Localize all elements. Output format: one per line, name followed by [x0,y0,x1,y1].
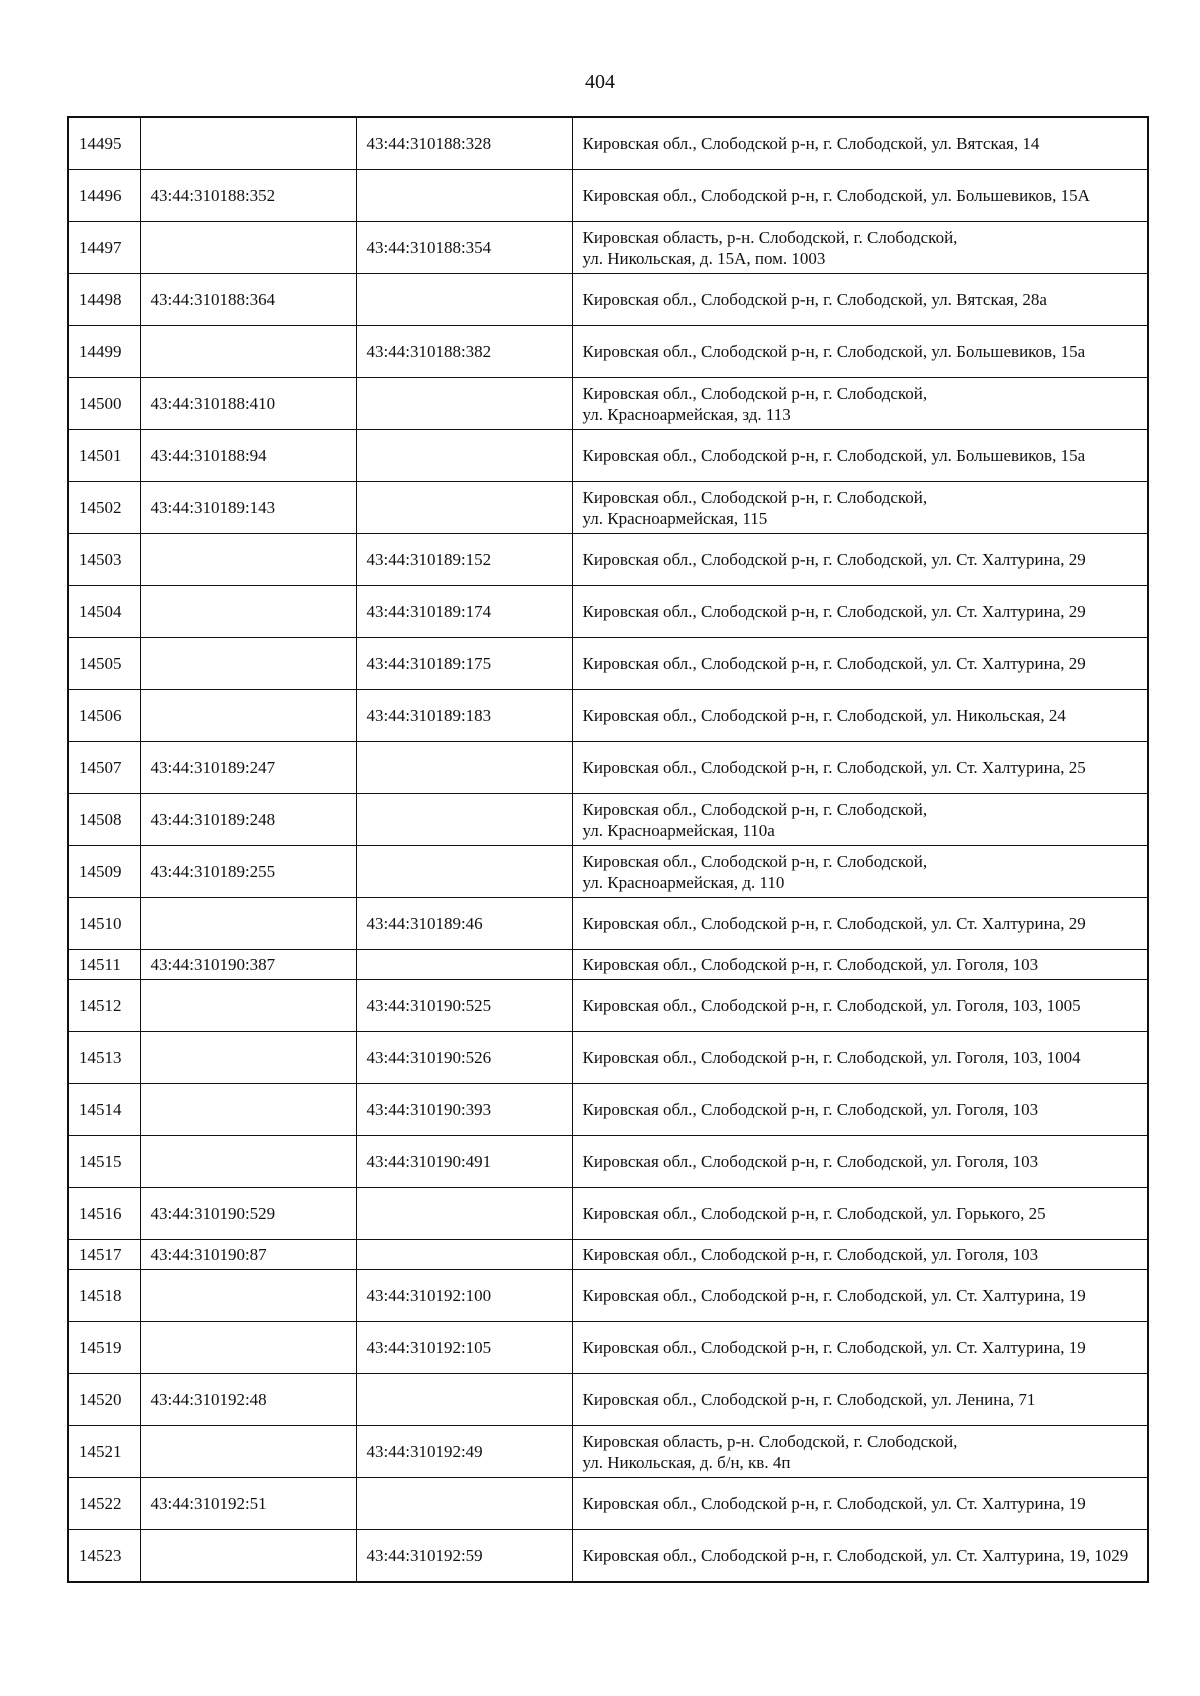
row-number-cell: 14520 [68,1374,140,1426]
address-cell: Кировская обл., Слободской р-н, г. Слободской, ул. Ст. Халтурина, 29 [572,534,1148,586]
table-row [68,742,1148,794]
cadastral-number-a-cell: 43:44:310188:364 [140,274,356,326]
cadastral-number-a-cell [140,222,356,274]
table-row [68,1374,1148,1426]
row-number-cell: 14522 [68,1478,140,1530]
cadastral-number-b-cell [356,950,572,980]
table-row [68,1426,1148,1478]
row-number-cell: 14523 [68,1530,140,1583]
address-cell: Кировская обл., Слободской р-н, г. Слободской, ул. Красноармейская, д. 110 [572,846,1148,898]
address-cell: Кировская обл., Слободской р-н, г. Слободской, ул. Гоголя, 103 [572,1084,1148,1136]
cadastral-number-b-cell [356,1374,572,1426]
table-row [68,1530,1148,1583]
row-number-cell: 14502 [68,482,140,534]
cadastral-number-b-cell: 43:44:310192:59 [356,1530,572,1583]
row-number-cell: 14511 [68,950,140,980]
cadastral-number-a-cell [140,326,356,378]
cadastral-number-b-cell: 43:44:310189:152 [356,534,572,586]
cadastral-number-b-cell [356,1478,572,1530]
table-row [68,326,1148,378]
address-cell: Кировская обл., Слободской р-н, г. Слободской, ул. Красноармейская, 110а [572,794,1148,846]
cadastral-number-b-cell: 43:44:310192:105 [356,1322,572,1374]
address-cell: Кировская обл., Слободской р-н, г. Слободской, ул. Ст. Халтурина, 29 [572,898,1148,950]
cadastral-number-b-cell: 43:44:310188:328 [356,117,572,170]
cadastral-number-b-cell [356,482,572,534]
cadastral-number-b-cell: 43:44:310190:526 [356,1032,572,1084]
address-cell: Кировская обл., Слободской р-н, г. Слободской, ул. Ст. Халтурина, 19, 1029 [572,1530,1148,1583]
address-cell: Кировская обл., Слободской р-н, г. Слободской, ул. Ст. Халтурина, 25 [572,742,1148,794]
table-row [68,117,1148,170]
cadastral-number-b-cell: 43:44:310188:382 [356,326,572,378]
cadastral-number-a-cell [140,1426,356,1478]
table-row [68,1270,1148,1322]
row-number-cell: 14497 [68,222,140,274]
address-cell: Кировская обл., Слободской р-н, г. Слободской, ул. Большевиков, 15а [572,326,1148,378]
row-number-cell: 14517 [68,1240,140,1270]
cadastral-number-a-cell: 43:44:310188:352 [140,170,356,222]
registry-table-body [68,117,1148,1582]
address-cell: Кировская обл., Слободской р-н, г. Слободской, ул. Гоголя, 103 [572,1136,1148,1188]
cadastral-number-b-cell: 43:44:310192:100 [356,1270,572,1322]
row-number-cell: 14499 [68,326,140,378]
cadastral-number-b-cell [356,274,572,326]
cadastral-number-a-cell: 43:44:310190:387 [140,950,356,980]
table-row [68,1032,1148,1084]
cadastral-number-a-cell: 43:44:310188:410 [140,378,356,430]
cadastral-number-b-cell [356,378,572,430]
cadastral-number-a-cell: 43:44:310190:87 [140,1240,356,1270]
cadastral-number-a-cell [140,638,356,690]
address-cell: Кировская обл., Слободской р-н, г. Слободской, ул. Красноармейская, зд. 113 [572,378,1148,430]
page-number: 404 [585,71,615,93]
table-row [68,898,1148,950]
address-cell: Кировская обл., Слободской р-н, г. Слободской, ул. Горького, 25 [572,1188,1148,1240]
table-row [68,274,1148,326]
cadastral-number-a-cell [140,690,356,742]
address-cell: Кировская обл., Слободской р-н, г. Слободской, ул. Ст. Халтурина, 29 [572,586,1148,638]
cadastral-number-a-cell [140,1322,356,1374]
cadastral-number-b-cell [356,430,572,482]
cadastral-number-b-cell: 43:44:310188:354 [356,222,572,274]
address-cell: Кировская обл., Слободской р-н, г. Слободской, ул. Гоголя, 103 [572,950,1148,980]
table-row [68,950,1148,980]
cadastral-number-a-cell: 43:44:310189:247 [140,742,356,794]
cadastral-number-b-cell: 43:44:310190:491 [356,1136,572,1188]
cadastral-number-a-cell: 43:44:310189:143 [140,482,356,534]
cadastral-number-b-cell: 43:44:310189:174 [356,586,572,638]
address-cell: Кировская обл., Слободской р-н, г. Слободской, ул. Большевиков, 15а [572,430,1148,482]
row-number-cell: 14519 [68,1322,140,1374]
cadastral-number-b-cell [356,794,572,846]
cadastral-number-a-cell [140,586,356,638]
registry-table [67,116,1149,1583]
table-row [68,1478,1148,1530]
table-row [68,1084,1148,1136]
address-cell: Кировская обл., Слободской р-н, г. Слободской, ул. Ленина, 71 [572,1374,1148,1426]
table-row [68,1240,1148,1270]
table-row [68,482,1148,534]
row-number-cell: 14512 [68,980,140,1032]
cadastral-number-a-cell: 43:44:310188:94 [140,430,356,482]
address-cell: Кировская обл., Слободской р-н, г. Слободской, ул. Никольская, 24 [572,690,1148,742]
address-cell: Кировская обл., Слободской р-н, г. Слободской, ул. Ст. Халтурина, 19 [572,1322,1148,1374]
cadastral-number-b-cell [356,1188,572,1240]
table-row [68,1322,1148,1374]
row-number-cell: 14513 [68,1032,140,1084]
table-row [68,378,1148,430]
address-cell: Кировская область, р-н. Слободской, г. Слободской, ул. Никольская, д. б/н, кв. 4п [572,1426,1148,1478]
row-number-cell: 14504 [68,586,140,638]
address-cell: Кировская обл., Слободской р-н, г. Слободской, ул. Красноармейская, 115 [572,482,1148,534]
cadastral-number-b-cell [356,742,572,794]
address-cell: Кировская обл., Слободской р-н, г. Слободской, ул. Ст. Халтурина, 29 [572,638,1148,690]
row-number-cell: 14500 [68,378,140,430]
table-row [68,1136,1148,1188]
cadastral-number-a-cell: 43:44:310189:248 [140,794,356,846]
table-row [68,222,1148,274]
address-cell: Кировская обл., Слободской р-н, г. Слободской, ул. Вятская, 14 [572,117,1148,170]
row-number-cell: 14509 [68,846,140,898]
cadastral-number-a-cell: 43:44:310192:51 [140,1478,356,1530]
table-row [68,1188,1148,1240]
row-number-cell: 14518 [68,1270,140,1322]
address-cell: Кировская область, р-н. Слободской, г. Слободской, ул. Никольская, д. 15А, пом. 1003 [572,222,1148,274]
table-row [68,430,1148,482]
cadastral-number-a-cell: 43:44:310189:255 [140,846,356,898]
row-number-cell: 14501 [68,430,140,482]
cadastral-number-b-cell: 43:44:310189:175 [356,638,572,690]
row-number-cell: 14507 [68,742,140,794]
cadastral-number-b-cell: 43:44:310189:46 [356,898,572,950]
cadastral-number-a-cell [140,980,356,1032]
row-number-cell: 14495 [68,117,140,170]
row-number-cell: 14505 [68,638,140,690]
cadastral-number-a-cell [140,1530,356,1583]
row-number-cell: 14521 [68,1426,140,1478]
address-cell: Кировская обл., Слободской р-н, г. Слободской, ул. Ст. Халтурина, 19 [572,1270,1148,1322]
address-cell: Кировская обл., Слободской р-н, г. Слободской, ул. Ст. Халтурина, 19 [572,1478,1148,1530]
table-row [68,846,1148,898]
cadastral-number-a-cell [140,1270,356,1322]
row-number-cell: 14510 [68,898,140,950]
row-number-cell: 14506 [68,690,140,742]
table-row [68,586,1148,638]
cadastral-number-b-cell: 43:44:310189:183 [356,690,572,742]
cadastral-number-a-cell [140,534,356,586]
cadastral-number-a-cell [140,1032,356,1084]
table-row [68,534,1148,586]
table-row [68,980,1148,1032]
cadastral-number-b-cell: 43:44:310192:49 [356,1426,572,1478]
address-cell: Кировская обл., Слободской р-н, г. Слободской, ул. Гоголя, 103 [572,1240,1148,1270]
table-row [68,794,1148,846]
table-row [68,690,1148,742]
row-number-cell: 14514 [68,1084,140,1136]
address-cell: Кировская обл., Слободской р-н, г. Слободской, ул. Большевиков, 15А [572,170,1148,222]
cadastral-number-a-cell: 43:44:310192:48 [140,1374,356,1426]
row-number-cell: 14498 [68,274,140,326]
cadastral-number-b-cell [356,846,572,898]
row-number-cell: 14508 [68,794,140,846]
row-number-cell: 14515 [68,1136,140,1188]
row-number-cell: 14496 [68,170,140,222]
row-number-cell: 14516 [68,1188,140,1240]
cadastral-number-a-cell: 43:44:310190:529 [140,1188,356,1240]
address-cell: Кировская обл., Слободской р-н, г. Слободской, ул. Вятская, 28а [572,274,1148,326]
cadastral-number-b-cell [356,170,572,222]
table-row [68,638,1148,690]
address-cell: Кировская обл., Слободской р-н, г. Слободской, ул. Гоголя, 103, 1005 [572,980,1148,1032]
cadastral-number-a-cell [140,1136,356,1188]
cadastral-number-a-cell [140,898,356,950]
cadastral-number-b-cell: 43:44:310190:393 [356,1084,572,1136]
cadastral-number-a-cell [140,1084,356,1136]
cadastral-number-b-cell [356,1240,572,1270]
table-row [68,170,1148,222]
address-cell: Кировская обл., Слободской р-н, г. Слободской, ул. Гоголя, 103, 1004 [572,1032,1148,1084]
cadastral-number-b-cell: 43:44:310190:525 [356,980,572,1032]
cadastral-number-a-cell [140,117,356,170]
row-number-cell: 14503 [68,534,140,586]
